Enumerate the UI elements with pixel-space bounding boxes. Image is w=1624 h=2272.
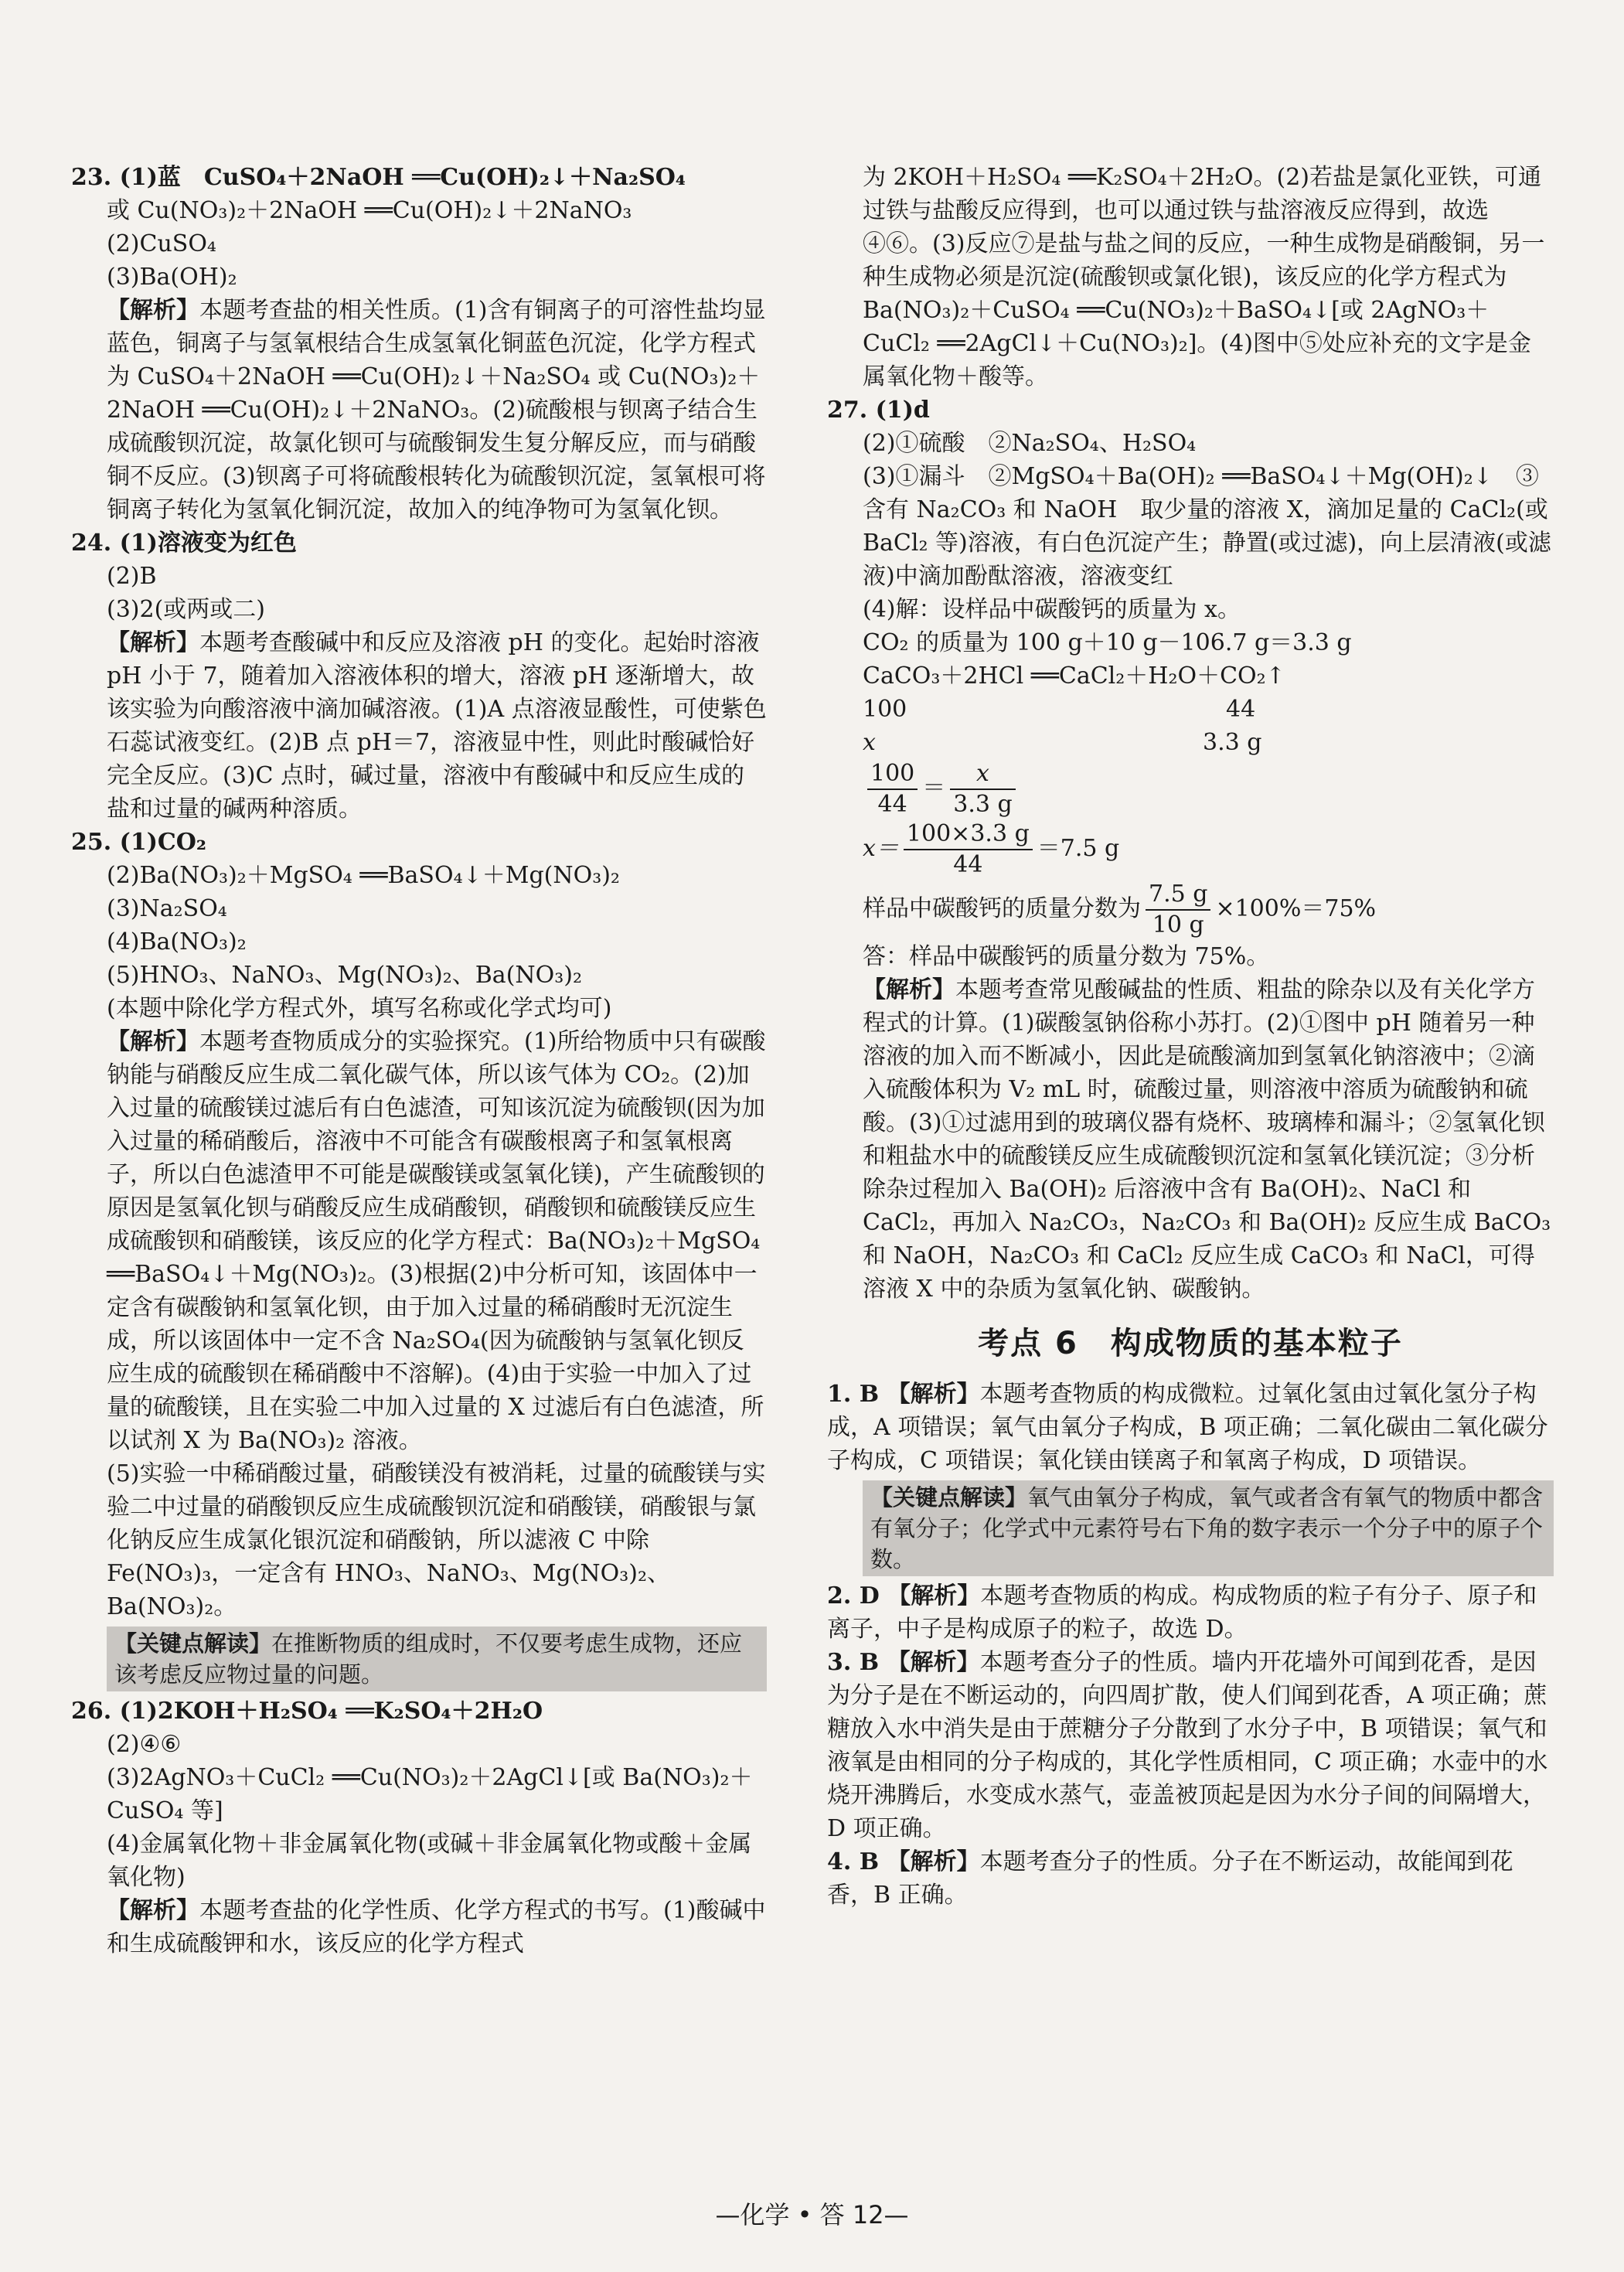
analysis-text: 本题考查酸碱中和反应及溶液 pH 的变化。起始时溶液 pH 小于 7，随着加入溶液体积的增大，溶液 pH 逐渐增大，故该实验为向酸溶液中滴加碱溶液。(1)A 点溶液显酸性，可使紫色石蕊试液变红。(2)B 点 pH＝7，溶液显中性，则此时酸碱恰好完全反应。(3)C 点时，碱过量，溶液中有酸碱中和反应生成的盐和过量的碱两种溶质。 — [107, 629, 767, 823]
analysis-text: 本题考查盐的相关性质。(1)含有铜离子的可溶性盐均显蓝色，铜离子与氢氧根结合生成氢氧化铜蓝色沉淀，化学方程式为 CuSO₄＋2NaOH ══Cu(OH)₂↓＋Na₂SO₄ 或 Cu(NO₃)₂＋2NaOH ══Cu(OH)₂↓＋2NaNO₃。(2)硫酸根与钡离子结合生成硫酸钡沉淀，故氯化钡可与硫酸铜发生复分解反应，而与硝酸铜不反应。(3)钡离子可将硫酸根转化为硫酸钡沉淀，氢氧根可将铜离子转化为氢氧化铜沉淀，故加入的纯净物可为氢氧化钡。 — [107, 297, 766, 523]
analysis-text: 本题考查常见酸碱盐的性质、粗盐的除杂以及有关化学方程式的计算。(1)碳酸氢钠俗称小苏打。(2)①图中 pH 随着另一种溶液的加入而不断减小，因此是硫酸滴加到氢氧化钠溶液中；②滴入硫酸体积为 V₂ mL 时，硫酸过量，则溶液中溶质为硫酸钠和硫酸。(3)①过滤用到的玻璃仪器有烧杯、玻璃棒和漏斗；②氢氧化钡和粗盐水中的硫酸镁反应生成硫酸钡沉淀和氢氧化镁沉淀；③分析除杂过程加入 Ba(OH)₂ 后溶液中含有 Ba(OH)₂、NaCl 和 CaCl₂，再加入 Na₂CO₃，Na₂CO₃ 和 Ba(OH)₂ 反应生成 BaCO₃ 和 NaOH，Na₂CO₃ 和 CaCl₂ 反应生成 CaCO₃ 和 NaCl，可得溶液 X 中的杂质为氢氧化钠、碳酸钠。 — [863, 976, 1551, 1303]
analysis-s6-1 — [827, 1378, 1554, 1477]
answer-25-line: (2)Ba(NO₃)₂＋MgSO₄ ══BaSO₄↓＋Mg(NO₃)₂ — [107, 862, 620, 889]
mass-fraction-prefix: 样品中碳酸钙的质量分数为 — [863, 895, 1141, 922]
solve-equation — [827, 819, 1554, 880]
mass-value: x — [863, 729, 876, 756]
fraction — [904, 819, 1033, 880]
fraction — [1146, 880, 1210, 940]
analysis-text: 本题考查物质成分的实验探究。(1)所给物质中只有碳酸钠能与硝酸反应生成二氧化碳气体，所以该气体为 CO₂。(2)加入过量的硫酸镁过滤后有白色滤渣，可知该沉淀为硫酸钡(因为加入过量的稀硝酸后，溶液中不可能含有碳酸根离子和氢氧根离子，所以白色滤渣甲不可能是碳酸镁或氢氧化镁)，产生硫酸钡的原因是氢氧化钡与硝酸反应生成硝酸钡，硝酸钡和硫酸镁反应生成硫酸钡和硝酸镁，该反应的化学方程式：Ba(NO₃)₂＋MgSO₄ ══BaSO₄↓＋Mg(NO₃)₂。(3)根据(2)中分析可知，该固体中一定含有碳酸钠和氢氧化钡，由于加入过量的稀硝酸时无沉淀生成，所以该固体中一定不含 Na₂SO₄(因为硫酸钠与氢氧化钡反应生成的硫酸钡在稀硝酸中不溶解)。(4)由于实验一中加入了过量的硫酸镁，且在实验二中加入过量的 X 过滤后有白色滤渣，所以试剂 X 为 Ba(NO₃)₂ 溶液。 — [107, 1028, 766, 1454]
answer-25-line: (3)Na₂SO₄ — [107, 895, 227, 922]
answer-s6-1 — [827, 1378, 1554, 1576]
right-column — [827, 161, 1554, 1912]
key-point-box — [863, 1480, 1554, 1576]
mass-value: 44 — [1226, 696, 1256, 723]
mass-value: 3.3 g — [1203, 729, 1262, 756]
analysis-tag: 【解析】 — [887, 1848, 980, 1875]
numerator: 100×3.3 g — [904, 819, 1033, 850]
analysis-27 — [827, 973, 1554, 1306]
answer-27-conclusion: 答：样品中碳酸钙的质量分数为 75%。 — [863, 943, 1270, 970]
answer-24-line: (2)B — [107, 563, 157, 590]
analysis-26-cont: 为 2KOH＋H₂SO₄ ══K₂SO₄＋2H₂O。(2)若盐是氯化亚铁，可通过铁与盐酸反应得到，也可以通过铁与盐溶液反应得到，故选④⑥。(3)反应⑦是盐与盐之间的反应，一种生成物是硝酸铜，另一种生成物必须是沉淀(硫酸钡或氯化银)，该反应的化学方程式为 Ba(NO₃)₂＋CuSO₄ ══Cu(NO₃)₂＋BaSO₄↓[或 2AgNO₃＋CuCl₂ ══2AgCl↓＋Cu(NO₃)₂]。(4)图中⑤处应补充的文字是金属氧化物＋酸等。 — [863, 164, 1545, 390]
key-point-text: 氧气由氧分子构成，氧气或者含有氧气的物质中都含有氧分子；化学式中元素符号右下角的数字表示一个分子中的原子个数。 — [870, 1484, 1544, 1572]
analysis-s6-3 — [827, 1646, 1554, 1845]
answer-25-line: (4)Ba(NO₃)₂ — [107, 928, 247, 955]
answer-23-line: (3)Ba(OH)₂ — [107, 264, 237, 291]
fraction — [867, 759, 918, 819]
solve-prefix: x＝ — [863, 835, 899, 862]
answer-24-line: 24. (1)溶液变为红色 — [71, 530, 297, 557]
solve-result: ＝7.5 g — [1037, 835, 1120, 862]
equals-sign: ＝ — [922, 775, 946, 802]
analysis-tag: 【解析】 — [863, 976, 955, 1003]
reaction-equation: CaCO₃＋2HCl ══CaCl₂＋H₂O＋CO₂↑ — [863, 663, 1285, 690]
denominator: 44 — [953, 851, 983, 878]
answer-23-line: 或 Cu(NO₃)₂＋2NaOH ══Cu(OH)₂↓＋2NaNO₃ — [107, 197, 632, 224]
denominator: 10 g — [1152, 911, 1204, 938]
analysis-tag: 【解析】 — [107, 629, 199, 656]
answer-25-note: (本题中除化学方程式外，填写名称或化学式均可) — [107, 995, 612, 1022]
denominator: 44 — [877, 791, 907, 818]
numerator: x — [950, 759, 1015, 790]
analysis-text: 本题考查物质的构成微粒。过氧化氢由过氧化氢分子构成，A 项错误；氧气由氧分子构成，B 项正确；二氧化碳由二氧化碳分子构成，C 项错误；氧化镁由镁离子和氧离子构成，D 项错误。 — [827, 1381, 1548, 1474]
answer-27-line: (4)解：设样品中碳酸钙的质量为 x。 — [863, 596, 1241, 623]
mass-ratio-row — [827, 726, 1554, 759]
answer-head: 4. B — [827, 1848, 887, 1875]
answer-27-line: CO₂ 的质量为 100 g＋10 g－106.7 g＝3.3 g — [863, 629, 1352, 656]
key-point-tag: 【关键点解读】 — [870, 1484, 1028, 1511]
analysis-24 — [71, 626, 767, 826]
answer-25-line: 25. (1)CO₂ — [71, 829, 207, 856]
analysis-tag: 【解析】 — [887, 1381, 980, 1408]
analysis-25 — [71, 1025, 767, 1457]
analysis-s6-4 — [827, 1845, 1554, 1912]
analysis-text: 本题考查物质的构成。构成物质的粒子有分子、原子和离子，中子是构成原子的粒子，故选 D。 — [827, 1582, 1537, 1643]
numerator: 100 — [867, 759, 918, 790]
answer-26-line: (4)金属氧化物＋非金属氧化物(或碱＋非金属氧化物或酸＋金属氧化物) — [107, 1831, 752, 1891]
fraction — [950, 759, 1015, 819]
answer-26 — [71, 1695, 767, 1960]
analysis-tag: 【解析】 — [887, 1649, 980, 1676]
key-point-tag: 【关键点解读】 — [114, 1630, 272, 1657]
left-column — [71, 161, 767, 1960]
answer-26-line: 26. (1)2KOH＋H₂SO₄ ══K₂SO₄＋2H₂O — [71, 1698, 543, 1725]
answer-27-line: (3)①漏斗 ②MgSO₄＋Ba(OH)₂ ══BaSO₄↓＋Mg(OH)₂↓ ③含有 Na₂CO₃ 和 NaOH 取少量的溶液 X，滴加足量的 CaCl₂(或 BaCl₂ 等)溶液，有白色沉淀产生；静置(或过滤)，向上层清液(或滤液)中滴加酚酞溶液，溶液变红 — [863, 463, 1551, 590]
mass-fraction-suffix: ×100%＝75% — [1215, 895, 1377, 922]
analysis-tag: 【解析】 — [107, 1028, 199, 1055]
answer-24 — [71, 526, 767, 826]
answer-27 — [827, 393, 1554, 1306]
analysis-text: 本题考查分子的性质。墙内开花墙外可闻到花香，是因为分子是在不断运动的，向四周扩散，使人们闻到花香，A 项正确；蔗糖放入水中消失是由于蔗糖分子分散到了水分子中，B 项错误；氧气和液氧是由相同的分子构成的，其化学性质相同，C 项正确；水壶中的水烧开沸腾后，水变成水蒸气，壶盖被顶起是因为水分子间的间隔增大，D 项正确。 — [827, 1649, 1548, 1842]
answer-head: 3. B — [827, 1649, 887, 1676]
key-point-box — [107, 1627, 767, 1691]
page-footer: —化学 • 答 12— — [715, 2200, 909, 2229]
answer-27-line: 27. (1)d — [827, 397, 930, 424]
key-point-text: 在推断物质的组成时，不仅要考虑生成物，还应该考虑反应物过量的问题。 — [114, 1630, 743, 1688]
analysis-tag: 【解析】 — [107, 297, 199, 324]
numerator: 7.5 g — [1146, 880, 1210, 911]
analysis-25-cont: (5)实验一中稀硝酸过量，硝酸镁没有被消耗，过量的硫酸镁与实验二中过量的硝酸钡反应生成硫酸钡沉淀和硝酸镁，硝酸银与氯化钠反应生成氯化银沉淀和硝酸钠，所以滤液 C 中除 Fe(NO₃)₃，一定含有 HNO₃、NaNO₃、Mg(NO₃)₂、Ba(NO₃)₂。 — [107, 1460, 766, 1620]
analysis-26 — [71, 1894, 767, 1960]
answer-23-line: (2)CuSO₄ — [107, 230, 216, 257]
proportion-equation — [827, 759, 1554, 819]
answer-23-line: 23. (1)蓝 CuSO₄＋2NaOH ══Cu(OH)₂↓＋Na₂SO₄ — [71, 164, 686, 191]
analysis-23 — [71, 294, 767, 526]
answer-27-line: (2)①硫酸 ②Na₂SO₄、H₂SO₄ — [863, 430, 1197, 457]
analysis-s6-2 — [827, 1579, 1554, 1646]
answer-head: 2. D — [827, 1582, 888, 1609]
analysis-tag: 【解析】 — [107, 1897, 199, 1924]
answer-25 — [71, 826, 767, 1691]
answer-26-line: (3)2AgNO₃＋CuCl₂ ══Cu(NO₃)₂＋2AgCl↓[或 Ba(NO₃)₂＋CuSO₄ 等] — [107, 1764, 753, 1824]
mass-fraction-line — [827, 880, 1554, 940]
section-title: 考点 6 构成物质的基本粒子 — [978, 1326, 1403, 1361]
mass-ratio-row — [827, 693, 1554, 726]
analysis-tag: 【解析】 — [887, 1582, 981, 1609]
denominator: 3.3 g — [953, 791, 1013, 818]
answer-24-line: (3)2(或两或二) — [107, 596, 265, 623]
analysis-text: 本题考查盐的化学性质、化学方程式的书写。(1)酸碱中和生成硫酸钾和水，该反应的化学方程式 — [107, 1897, 766, 1957]
mass-value: 100 — [863, 696, 907, 723]
answer-26-line: (2)④⑥ — [107, 1731, 182, 1758]
answer-25-line: (5)HNO₃、NaNO₃、Mg(NO₃)₂、Ba(NO₃)₂ — [107, 962, 582, 989]
answer-23 — [71, 161, 767, 526]
answer-head: 1. B — [827, 1381, 887, 1408]
analysis-text: 本题考查分子的性质。分子在不断运动，故能闻到花香，B 正确。 — [827, 1848, 1513, 1909]
